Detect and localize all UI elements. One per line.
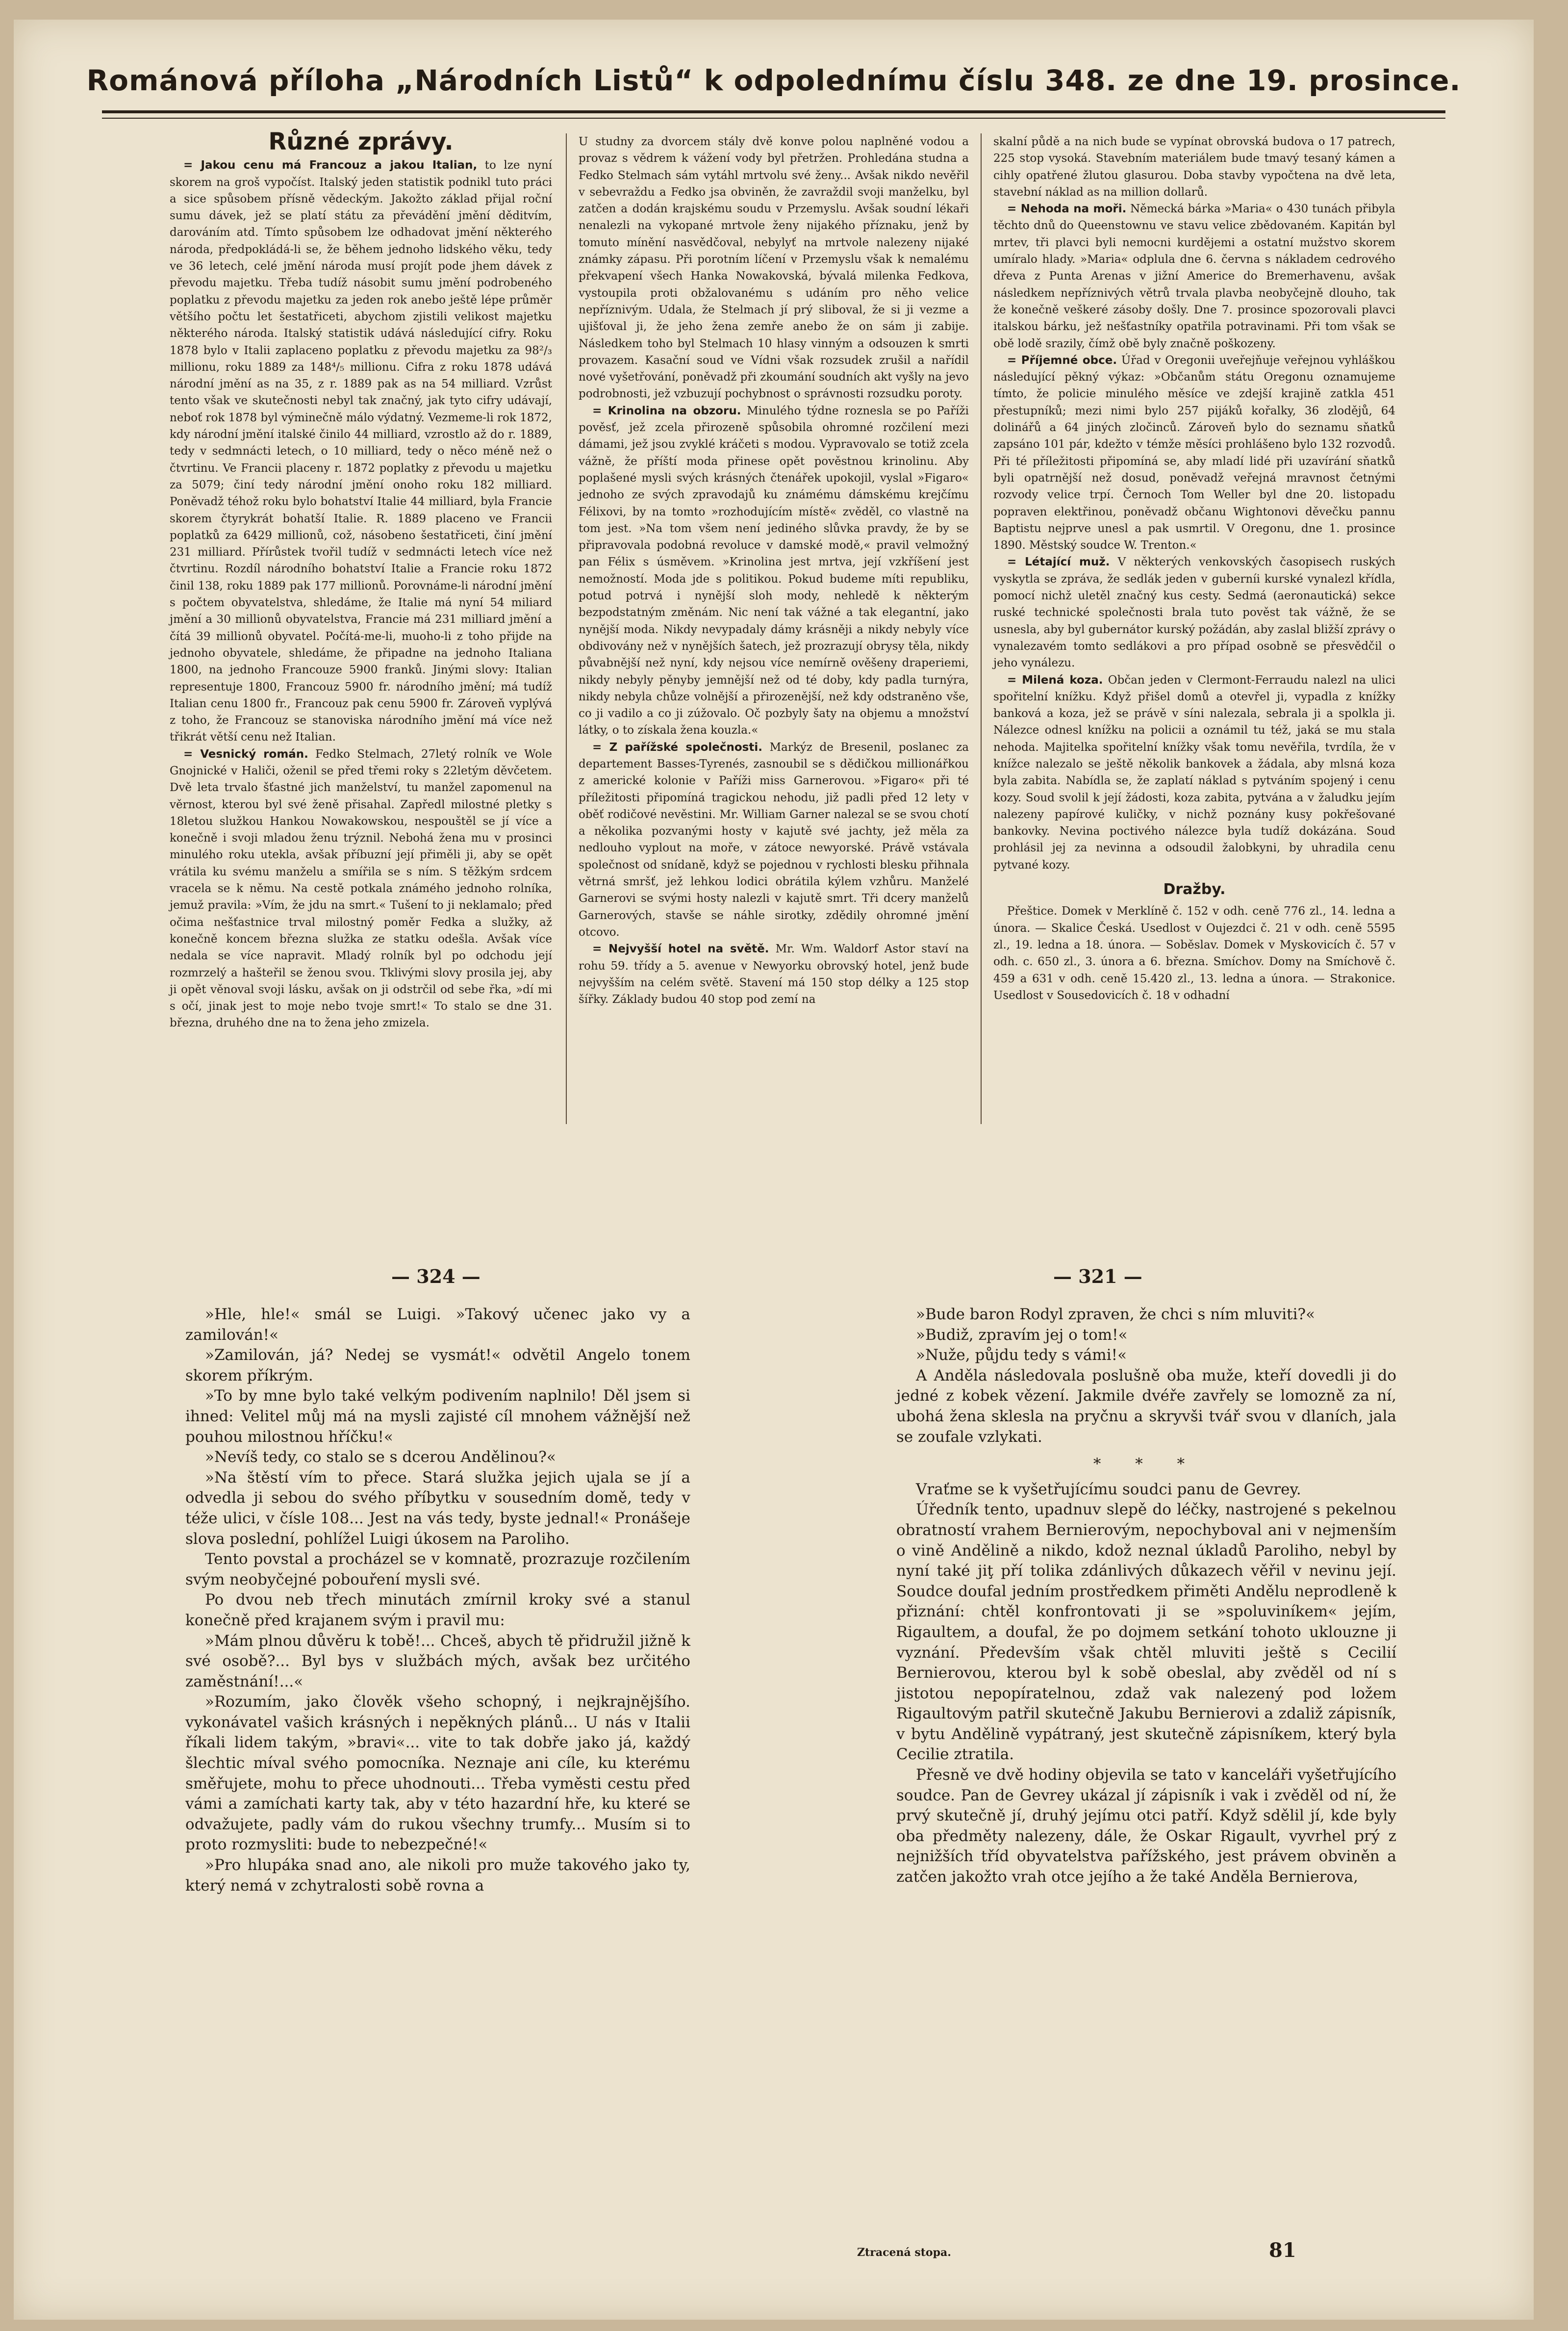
- article-headline: = Jakou cenu má Francouz a jakou Italian,: [183, 159, 478, 172]
- novel-paragraph: Přesně ve dvě hodiny objevila se tato v kanceláři vyšetřujícího soudce. Pan de Gevrey ukázal jí zápisník i vak i zvěděl od ní, že prvý skutečně jí, druhý jejímu otci patří. Když sdělil jí, kde byly oba předměty nalezeny, dále, že Oskar Rigault, vyvrhel prý z nejnižších tříd obyvatelstva pařížského, jest právem obviněn a zatčen jakožto vrah otce jejího a že také Anděla Bernierova,: [896, 1766, 1396, 1886]
- page-header: Románová příloha „Národních Listů“ k odpolednímu číslu 348. ze dne 19. prosince.: [86, 64, 1461, 97]
- column-2: [579, 133, 969, 1008]
- novel-left-column: [185, 1305, 690, 1896]
- novel-paragraph: »Hle, hle!« smál se Luigi. »Takový učenec jako vy a zamilován!«: [185, 1306, 690, 1344]
- column-divider: [566, 133, 567, 1124]
- col2-articles: [579, 133, 969, 1008]
- novel-paragraph: »Budiž, zpravím jej o tom!«: [916, 1326, 1128, 1344]
- novel-paragraph: »Zamilován, já? Nedej se vysmát!« odvětil Angelo tonem skorem příkrým.: [185, 1346, 690, 1384]
- novel-paragraph: Tento povstal a procházel se v komnatě, prozrazuje rozčilením svým neobyčejné pobouření mysli své.: [185, 1550, 690, 1588]
- novel-paragraph: »Mám plnou důvěru k tobě!... Chceš, abych tě přidružil jižně k své osobě?... Byl bys v službách mých, avšak bez určitého zaměstnání!...«: [185, 1632, 690, 1691]
- article-headline: = Nejvyšší hotel na světě.: [592, 943, 769, 956]
- drazby-title: Dražby.: [1163, 881, 1226, 898]
- col3-articles: [993, 133, 1395, 873]
- article-paragraph: = Příjemné obce. Úřad v Oregonii uveřejňuje veřejnou vyhláškou následující pěkný výkaz: »Občanům státu Oregonu oznamujeme tímto, že policie minulého měsíce ve zdejší krajině zatkla 451 přestupníků; mezi nimi bylo 257 pijáků kořalky, 36 zlodějů, 64 dolinářů a 64 jiných zločinců. Zároveň bylo do seznamu sňatků zapsáno 101 pár, kdežto v témže měsíci prohlášeno bylo 132 rozvodů. Při té příležitosti připomíná se, aby mladí lidé při uzavírání sňatků byli opatrnější než dosud, poněvadž veřejná mravnost četnými rozvody velice trpí. Černoch Tom Weller byl dne 20. listopadu popraven elektřinou, poněvadž občanu Wightonovi děvečku pannu Baptistu nejprve unesl a pak usmrtil. V Oregonu, dne 1. prosince 1890. Městský soudce W. Trenton.«: [993, 354, 1395, 552]
- article-paragraph: = Jakou cenu má Francouz a jakou Italian, to lze nyní skorem na groš vypočíst. Italský jeden statistik podnikl tuto práci a sice spůsobem přísně vědeckým. Jakožto základ přijal roční sumu dávek, jež se platí státu za převádění jmění děditvím, darováním atd. Tímto spůsobem lze odhadovat jmění některého národa, předpokládá-li se, že během jednoho lidského věku, tedy ve 36 letech, celé jmění národa musí projít pode jhem dávek z převodu majetku. Třeba tudíž násobit sumu jmění podrobeného poplatku z převodu majetku za jeden rok anebo ještě lépe průměr většího počtu let šestatřiceti, abychom zjistili velikost majetku některého národa. Italský statistik udává následující cifry. Roku 1878 bylo v Italii zaplaceno poplatku z převodu majetku za 98²/₃ millionu, roku 1889 za 148⁴/₅ millionu. Cifra z roku 1878 udává národní jmění as na 35, z r. 1889 pak as na 54 milliard. Vzrůst tento však ve skutečnosti nebyl tak značný, jak tyto cifry udávají, neboť rok 1878 byl výminečně málo výdatný. Vezmeme-li rok 1872, kdy národní jmění italské činilo 44 milliard, vzrostlo až do r. 1889, tedy v sedmnácti letech, o 10 milliard, tedy o něco méně než o čtvrtinu. Ve Francii placeny r. 1872 poplatky z převodu u majetku za 5079; činí tedy národní jmění onoho roku 182 milliard. Poněvadž téhož roku bylo bohatství Italie 44 milliard, byla Francie skorem čtyrykrát bohatší Italie. R. 1889 placeno ve Francii poplatků za 6429 millionů, což, násobeno šestatřiceti, činí jmění 231 milliard. Přírůstek tvořil tudíž v sedmnácti letech více než čtvrtinu. Rozdíl národního bohatství Italie a Francie roku 1872 činil 138, roku 1889 pak 177 millionů. Porovnáme-li národní jmění s počtem obyvatelstva, shledáme, že Italie má nyní 54 miliard jmění a 30 millionů obyvatelstva, Francie má 231 milliard jmění a čítá 39 millionů obyvatel. Počítá-me-li, muoho-li z toho přijde na jednoho obyvatele, shledáme, že připadne na jednoho Italiana 1800, na jednoho Francouze 5900 franků. Jinými slovy: Italian representuje 1800, Francouz 5900 fr. národního jmění; má tudíž Italian cenu 1800 fr., Francouz pak cenu 5900 fr. Zároveň vyplývá z toho, že Francouz se stanoviska národního jmění má více než třikrát větší cenu než Italian.: [170, 159, 552, 744]
- header-rule: [102, 110, 1445, 113]
- article-headline: = Létající muž.: [1007, 556, 1110, 569]
- novel-paragraph: »To by mne bylo také velkým podivením naplnilo! Děl jsem si ihned: Velitel můj má na mysli zajisté cíl mnohem vážnější než pouhou milostnou hříčku!«: [185, 1387, 690, 1446]
- col1-articles: [170, 157, 552, 1031]
- column-1: [170, 128, 552, 1032]
- article-paragraph: = Nehoda na moři. Německá bárka »Maria« o 430 tunách přibyla těchto dnů do Queenstownu ve stavu velice zbědovaném. Kapitán byl mrtev, tři plavci byli nemocni kurdějemi a ostatní mužstvo skorem umíralo hlady. »Maria« odplula dne 6. června s nákladem cedrového dřeva z Punta Arenas v jižní Americe do Bremerhavenu, avšak následkem nepříznivých větrů trvala plavba neobyčejně dlouho, tak že konečně veškeré zásoby došly. Dne 7. prosince spozorovali plavci italskou bárku, jež nešťastníky opatřila potravinami. Při tom však se obě lodě srazily, čímž obě byly značně poškozeny.: [993, 203, 1395, 350]
- novel-paragraph: Po dvou neb třech minutách zmírnil kroky své a stanul konečně před krajanem svým i pravil mu:: [185, 1591, 690, 1629]
- novel-paragraph: »Na štěstí vím to přece. Stará služka jejich ujala se jí a odvedla ji sebou do svého příbytku v sousedním domě, tedy v téže ulici, v čísle 108... Jest na vás tedy, byste jednal!« Pronášeje slova poslední, pohlížel Luigi úkosem na Paroliho.: [185, 1468, 690, 1548]
- newspaper-page: [14, 20, 1534, 2320]
- article-paragraph: = Milená koza. Občan jeden v Clermont-Ferraudu nalezl na ulici spořitelní knížku. Když přišel domů a otevřel ji, vypadla z knížky banková a koza, jež se právě v síni nalezala, sebrala ji a spolkla ji. Nálezce odnesl knížku na policii a oznámil tu též, jaká se mu stala nehoda. Majitelka spořitelní knížky však tomu nevěřila, tvrdíla, že v knížce nalezalo se ještě několik bankovek a žádala, aby mlsná koza byla zabita. Nabídla se, že zaplatí náklad s pytváním spojený i cenu kozy. Soud svolil k její žádosti, koza zabita, pytvána a v žaludku jejím nalezeny papírové kuličky, v nichž poznány kusy pokřešované bankovky. Nevina poctivého nálezce byla tudíž dokázána. Soud prohlásil jej za nevinna a odsoudil žalobkyni, by uhradila cenu pytvané kozy.: [993, 673, 1395, 871]
- article-paragraph: = Vesnický román. Fedko Stelmach, 27letý rolník ve Wole Gnojnické v Haliči, oženil se před třemi roky s 22letým děvčetem. Dvě leta trvalo šťastné jich manželství, tu manžel zapomenul na věrnost, kterou byl své ženě přisahal. Zapředl milostné pletky s 18letou služkou Hankou Nowakowskou, nespouštěl se jí více a konečně i svoji mladou ženu trýznil. Nebohá žena mu v prosinci minulého roku utekla, avšak příbuzní její přiměli ji, aby se opět vrátila ku svému manželu a smířila se s ním. S těžkým srdcem vracela se k němu. Na cestě potkala známého jednoho rolníka, jemuž pravila: »Vím, že jdu na smrt.« Tušení to ji neklamalo; před očima nešťastnice trval milostný poměr Fedka a služky, až konečně koncem března služka ze statku odešla. Avšak více nedala se více napravit. Mladý rolník byl po odchodu její rozmrzelý a hašteřil se ženou svou. Tklivými slovy prosila jej, aby ji opět věnoval svoji lásku, avšak on ji odstrčil od sebe řka, »dí mi s očí, jinak jest to moje nebo tvoje smrt!« To stalo se dne 31. března, druhého dne na to žena jeho zmizela.: [170, 747, 552, 1030]
- novel-paragraph: »Pro hlupáka snad ano, ale nikoli pro muže takového jako ty, který nemá v zchytralosti sobě rovna a: [185, 1856, 690, 1895]
- article-headline: = Nehoda na moři.: [1007, 203, 1127, 216]
- article-paragraph: = Nejvyšší hotel na světě. Mr. Wm. Waldorf Astor staví na rohu 59. třídy a 5. avenue v Newyorku obrovský hotel, jenž bude nejvyšším na celém světě. Stavení má 150 stop délky a 125 stop šířky. Základy budou 40 stop pod zemí na: [579, 943, 969, 1006]
- article-headline: = Vesnický román.: [183, 747, 308, 761]
- article-paragraph: skalní půdě a na nich bude se vypínat obrovská budova o 17 patrech, 225 stop vysoká. Stavebním materiálem bude tmavý tesaný kámen a cihly opatřené žlutou glasurou. Doba stavby vypočtena na dvě leta, stavební náklad as na million dollarů.: [993, 135, 1395, 199]
- header-rule-thin: [102, 118, 1445, 119]
- article-headline: = Milená koza.: [1007, 673, 1103, 687]
- article-headline: = Příjemné obce.: [1007, 354, 1117, 367]
- novel-paragraph: »Rozumím, jako člověk všeho schopný, i nejkrajnějšího. vykonávatel vašich krásných i nepěkných plánů... U nás v Italii říkali lidem takým, »bravi«... vite to tak dobře jako já, každý šlechtic míval svého pomocníka. Neznaje ani cíle, ku kterému směřujete, mohu to přece uhodnouti... Třeba vyměsti cestu před vámi a zamíchati karty tak, aby v této hazardní hře, ku které se odvažujete, padly vám do rukou všechny trumfy... Musím si to proto rozmysliti: bude to nebezpečné!«: [185, 1693, 690, 1854]
- article-headline: = Krinolina na obzoru.: [592, 404, 741, 417]
- article-paragraph: = Z pařížské společnosti. Markýz de Bresenil, poslanec za departement Basses-Tyrenés, zasnoubil se s dědičkou millionářkou z americké kolonie v Paříži miss Garnerovou. »Figaro« při té příležitosti připomíná tragickou nehodu, již padli před 12 lety v oběť rodičové nevěstini. Mr. William Garner nalezal se se svou chotí a několika pozvanými hosty v kajutě své jachty, jež měla za nedlouho vyplout na moře, v zátoce newyorské. Právě vstávala společnost od snídaně, když se pojednou v rychlosti blesku přihnala větrná smršť, jež lehkou lodici obrátila kýlem vzhůru. Manželé Garnerovi se svými hosty nalezli v kajutě smrt. Tři dcery manželů Garnerových, stavše se náhle sirotky, zdědily ohromné jmění otcovo.: [579, 741, 969, 939]
- footer-note: Ztracená stopa.: [857, 2246, 951, 2259]
- article-paragraph: = Krinolina na obzoru. Minulého týdne roznesla se po Paříži pověsť, jež zcela přirozeně spůsobila ohromné rozčilení mezi dámami, jež jsou zvyklé kráčeti s modou. Vypravovalo se totiž zcela vážně, že příští moda přinese opět pověstnou krinolinu. Aby poplašené mysli svých krásných čtenářek upokojil, vyslal »Figaro« jednoho ze svých zpravodajů ku známému dámskému krejčímu Félixovi, by na tomto »rozhodujícím místě« zvěděl, co vlastně na tom jest. »Na tom všem není jediného slůvka pravdy, že by se připravovala podobná revoluce v damské modě,« pravil velmožný pan Félix s úsměvem. »Krinolina jest mrtva, její vzkříšení jest nemožností. Moda jde s politikou. Pokud budeme míti republiku, potud potrvá i nynější sloh mody, nehledě k některým bezpodstatným změnám. Nic není tak vážné a tak elegantní, jako nynější moda. Nikdy nevypadaly dámy krásněji a nikdy nebyly více obdivovány než v nynějších šatech, jež prozrazují obrysy těla, nikdy půvabnější než nyní, kdy nejsou více nemírně ověšeny draperiemi, nikdy nebyly pěnyby jemnější než od té doby, kdy padla turnýra, nikdy nebyla chůze volnější a přirozenější, než kdy odstraněno vše, co ji vadilo a co ji zúžovalo. Oč pozbyly šaty na objemu a množství látky, o to získala žena kouzla.«: [579, 404, 969, 737]
- novel-right-paragraphs: [896, 1305, 1396, 1447]
- article-headline: = Z pařížské společnosti.: [592, 741, 762, 754]
- novel-paragraph: »Nuže, půjdu tedy s vámi!«: [916, 1346, 1127, 1364]
- folio-left: — 324 —: [391, 1265, 481, 1287]
- novel-left-paragraphs: [185, 1305, 690, 1896]
- article-paragraph: = Létající muž. V některých venkovských časopisech ruských vyskytla se zpráva, že sedlák jeden v guberníi kurské vynalezl křídla, pomocí nichž uletěl značný kus cesty. Sedmá (aeronautická) sekce ruské technické společnosti brala tuto pověst tak vážně, že se usnesla, aby byl gubernátor kurský požádán, aby zaslal bližší zprávy o vynalezavém tomto sedlákovi a pro případ osobně se přesvědčil o jeho vynálezu.: [993, 556, 1396, 670]
- novel-right-column: [896, 1305, 1396, 1888]
- folio-right: — 321 —: [1053, 1265, 1142, 1287]
- article-paragraph: U studny za dvorcem stály dvě konve polou naplněné vodou a provaz s vědrem k vážení vody byl přetržen. Prohledána studna a Fedko Stelmach sám vytáhl mrtvolu své ženy... Avšak nikdo nevěřil v sebevraždu a Fedko jsa obviněn, že zavraždil svoji manželku, byl zatčen a dodán krajskému soudu v Przemyslu. Avšak soudní lékaři nenalezli na vykopané mrtvole ženy nijakého příznaku, jenž by tomuto mínění nasvědčoval, nebylyť na mrtvole nalezeny nijaké známky zápasu. Při porotním líčení v Przemyslu však k nemalému překvapení všech Hanka Nowakovská, bývalá milenka Fedkova, vystoupila proti obžalovanému s udáním pro něho velice nepříznivým. Udala, že Stelmach jí prý sliboval, že si ji vezme a ujišťoval ji, že jeho žena zemře anebo že on sám ji zabije. Následkem toho byl Stelmach 10 hlasy vinným a odsouzen k smrti provazem. Kasační soud ve Vídni však rozsudek zrušil a nařídil nové vyšetřování, poněvadž při zkoumání soudních akt vyšly na jevo podrobnosti, jež vzbuzují pochybnost o správnosti rozsudku poroty.: [579, 135, 969, 401]
- drazby-text: Přeštice. Domek v Merklíně č. 152 v odh. ceně 776 zl., 14. ledna a února. — Skalice Česká. Usedlost v Oujezdci č. 21 v odh. ceně 5595 zl., 19. ledna a 18. února. — Soběslav. Domek v Myskovicích č. 57 v odh. c. 650 zl., 3. února a 6. března. Smíchov. Domy na Smíchově č. 459 a 631 v odh. ceně 15.420 zl., 13. ledna a února. — Strakonice. Usedlost v Sousedovicích č. 18 v odhadní: [993, 905, 1395, 1002]
- page-number: 81: [1269, 2239, 1296, 2262]
- column-divider: [981, 133, 982, 1124]
- novel-paragraph: Vraťme se k vyšetřujícímu soudci panu de Gevrey.: [916, 1480, 1301, 1498]
- section-title: Různé zprávy.: [268, 128, 454, 155]
- column-3: [993, 133, 1395, 1004]
- novel-paragraph: »Nevíš tedy, co stalo se s dcerou Andělinou?«: [205, 1448, 556, 1466]
- section-stars: * * *: [1093, 1455, 1200, 1473]
- novel-right-paragraphs-2: [896, 1480, 1396, 1888]
- novel-paragraph: »Bude baron Rodyl zpraven, že chci s ním mluviti?«: [916, 1306, 1315, 1323]
- novel-paragraph: Úředník tento, upadnuv slepě do léčky, nastrojené s pekelnou obratností vrahem Bernierovým, nepochyboval ani v nejmenším o vině Andělině a nikdo, kdož neznal úkladů Paroliho, nebyl by nyní také jiţ pří tolika zdánlivých důkazech věřil v nevinu její. Soudce doufal jedním prostředkem přiměti Andělu neprodleně k přiznání: chtěl konfrontovati ji se »spoluviníkem« jejím, Rigaultem, a doufal, že po dojmem setkání tohoto uklouzne ji vyznání. Především však chtěl mluviti ještě s Cecilií Bernierovou, kterou byl k sobě obeslal, aby zvěděl od ní s jistotou nepopíratelnou, zdaž vak nalezený pod ložem Rigaultovým patřil skutečně Jakubu Bernierovi a zdaliž zápisník, v bytu Andělině vypátraný, jest skutečně zápisníkem, který byla Cecilie ztratila.: [896, 1501, 1396, 1764]
- novel-paragraph: A Anděla následovala poslušně oba muže, kteří dovedli ji do jedné z kobek vězení. Jakmile dvéře zavřely se lomozně za ní, ubohá žena sklesla na pryčnu a skryvši tvář svou v dlaních, jala se zoufale vzlykati.: [896, 1366, 1396, 1446]
